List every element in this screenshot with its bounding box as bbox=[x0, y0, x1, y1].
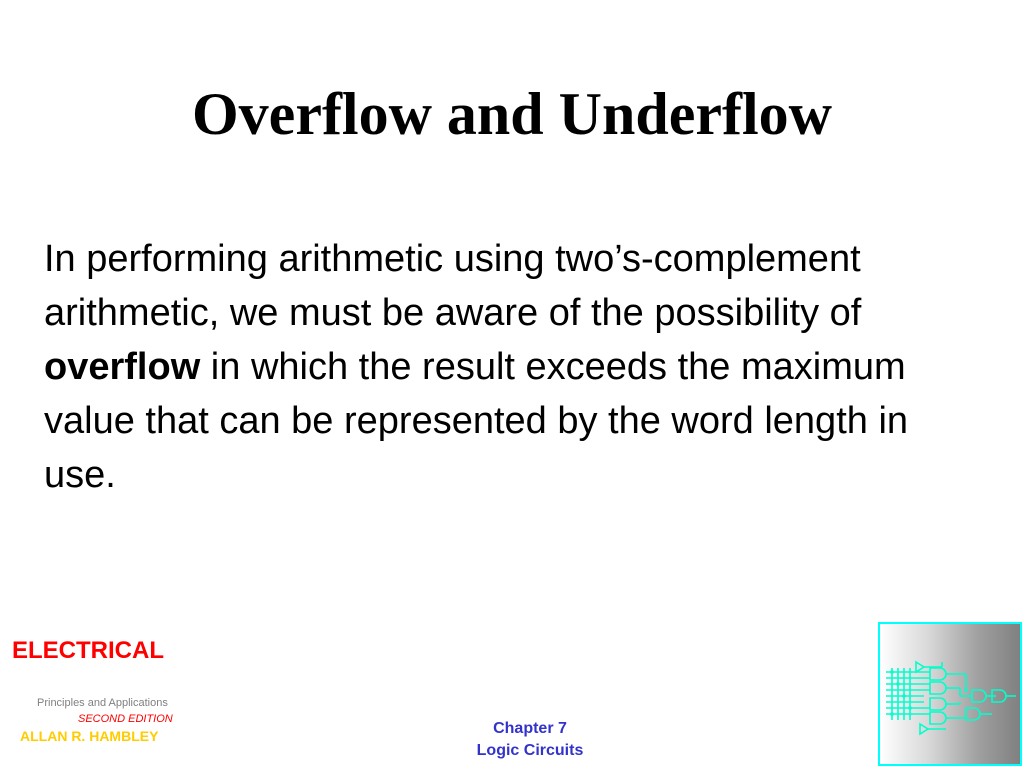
body-text-before: In performing arithmetic using two’s-complement arithmetic, we must be aware of the possibility of bbox=[44, 238, 862, 334]
body-text-emphasis: overflow bbox=[44, 346, 201, 388]
chapter-title: Logic Circuits bbox=[476, 742, 584, 759]
brand-electrical: ELECTRICAL bbox=[12, 637, 164, 664]
slide-title: Overflow and Underflow bbox=[192, 81, 832, 147]
slide-body-paragraph bbox=[44, 232, 984, 502]
body-text-after: in which the result exceeds the maximum value that can be represented by the word length in use. bbox=[44, 346, 909, 496]
logic-circuit-icon bbox=[878, 622, 1022, 766]
brand-author: ALLAN R. HAMBLEY bbox=[20, 728, 159, 744]
logic-circuit-drawing bbox=[880, 624, 1020, 764]
brand-subtitle: Principles and Applications bbox=[37, 697, 168, 709]
chapter-number: Chapter 7 bbox=[493, 720, 567, 737]
chapter-label bbox=[430, 718, 630, 762]
brand-edition: SECOND EDITION bbox=[78, 713, 173, 725]
